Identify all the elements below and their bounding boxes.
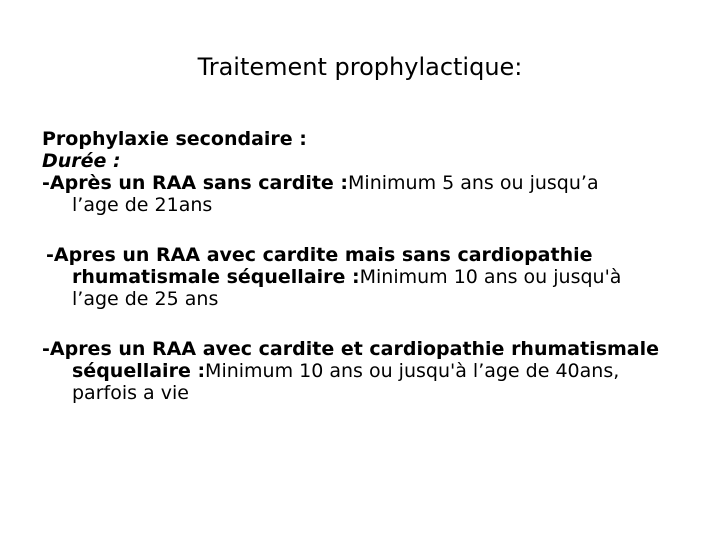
item-3-label: séquellaire : (72, 360, 206, 382)
slide-title: Traitement prophylactique: (197, 53, 523, 81)
item-avec-cardite-sans-cardiopathie (42, 244, 692, 310)
item-2-label: rhumatismale séquellaire : (72, 266, 360, 288)
item-2-line3: l’age de 25 ans (72, 288, 219, 310)
item-sans-cardite-line2: l’age de 21ans (72, 194, 213, 216)
item-2-line2 (46, 266, 692, 288)
item-2-line1: -Apres un RAA avec cardite mais sans cardiopathie (46, 244, 593, 266)
subheading-duree: Durée : (42, 150, 121, 172)
item-3-line1: -Apres un RAA avec cardite et cardiopathie rhumatismale (42, 338, 660, 360)
slide-body (42, 128, 692, 404)
item-2-duration: Minimum 10 ans ou jusqu'à (359, 266, 622, 288)
heading-prophylaxie: Prophylaxie secondaire : (42, 128, 307, 150)
item-sans-cardite-label: -Après un RAA sans cardite : (42, 172, 349, 194)
item-3-line3: parfois a vie (72, 382, 189, 404)
item-sans-cardite-duration: Minimum 5 ans ou jusqu’a (348, 172, 599, 194)
item-sans-cardite (42, 172, 692, 216)
item-avec-cardite-et-cardiopathie (42, 338, 692, 404)
item-3-duration: Minimum 10 ans ou jusqu'à l’age de 40ans, (205, 360, 620, 382)
item-3-line2 (42, 360, 692, 382)
item-sans-cardite-line1 (42, 172, 692, 194)
